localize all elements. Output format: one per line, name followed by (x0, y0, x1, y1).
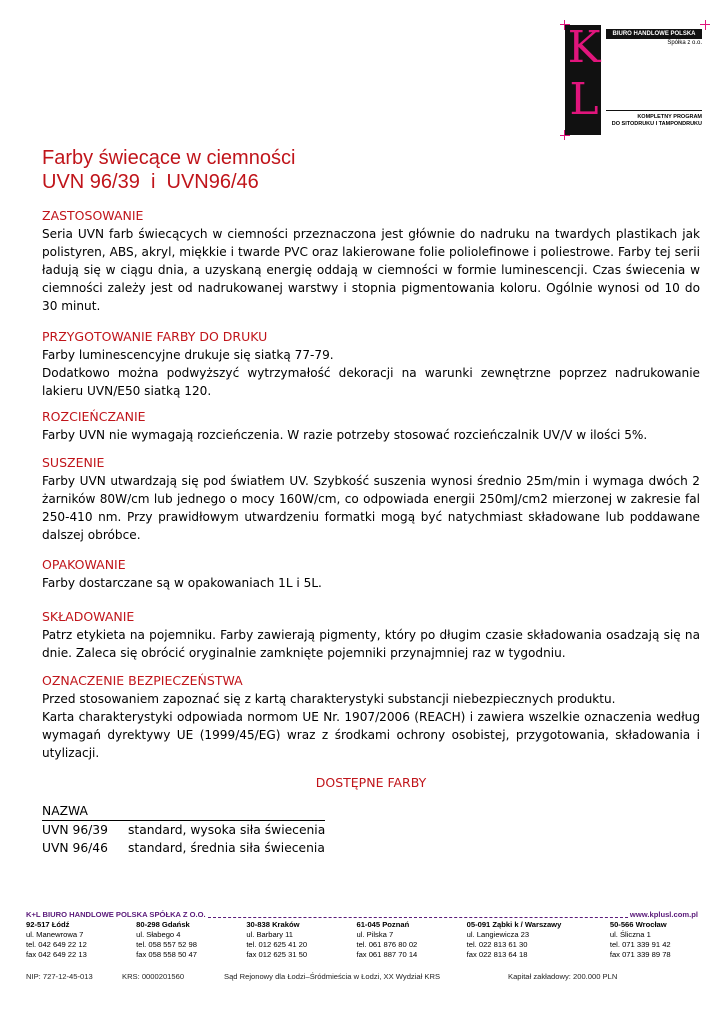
section-heading: ROZCIEŃCZANIE (42, 409, 146, 424)
logo-company-name: BIURO HANDLOWE POLSKA (606, 29, 702, 39)
office-tel: tel. 071 339 91 42 (609, 940, 671, 949)
section-heading: SKŁADOWANIE (42, 609, 135, 624)
section-heading: PRZYGOTOWANIE FARBY DO DRUKU (42, 329, 268, 344)
footer-krs: KRS: 0000201560 (122, 972, 185, 981)
office-street: ul. Manewrowa 7 (26, 930, 84, 939)
table-row (42, 839, 325, 857)
office-fax: fax 012 625 31 50 (246, 950, 308, 959)
logo-divider (606, 110, 702, 111)
column-header-name: NAZWA (42, 802, 325, 821)
product-description: standard, wysoka siła świecenia (128, 823, 326, 837)
product-description: standard, średnia siła świecenia (128, 841, 325, 855)
section-paragraph: Patrz etykieta na pojemniku. Farby zawierają pigmenty, który po długim czasie składowania osadzają się na dnie. Zaleca się obrócić oryginalnie zamknięte pojemniki przynajmniej raz w tygodniu. (42, 628, 700, 660)
section-heading: SUSZENIE (42, 455, 105, 470)
footer-website[interactable]: www.kplusl.com.pl (629, 910, 698, 919)
document-body (42, 207, 700, 857)
title-line-2: UVN 96/39 i UVN96/46 (42, 171, 259, 193)
office-fax: fax 042 649 22 13 (26, 950, 87, 959)
office-street: ul. Langiewicza 23 (466, 930, 530, 939)
office-street: ul. Słabego 4 (136, 930, 181, 939)
table-header-row (42, 802, 325, 821)
office-tel: tel. 012 625 41 20 (246, 940, 308, 949)
footer-divider (208, 912, 628, 918)
office-street: ul. Barbary 11 (246, 930, 294, 939)
footer-header (26, 910, 698, 920)
product-code: UVN 96/39 (42, 823, 108, 837)
section-paragraph: Farby UVN utwardzają się pod światłem UV. Szybkość suszenia wynosi średnio 25m/min i wymaga dwóch 2 żarników 80W/cm lub jednego o mocy 160W/cm, co odpowiada energii 250mJ/cm2 mierzonej w zakresie fal 250-410 nm. Przy prawidłowym utwardzeniu formatki mogą być natychmiast składowane lub poddawane dalszej obróbce. (42, 474, 700, 542)
footer-offices (26, 920, 698, 960)
section-opakowanie (42, 556, 700, 592)
section-zastosowanie (42, 207, 700, 315)
footer-company: K+L BIURO HANDLOWE POLSKA SPÓŁKA Z O.O. (26, 910, 206, 919)
office-zabki (467, 920, 610, 960)
logo-letters: K L (567, 22, 601, 125)
office-fax: fax 061 887 70 14 (356, 950, 418, 959)
product-code: UVN 96/46 (42, 841, 108, 855)
section-heading: OPAKOWANIE (42, 557, 126, 572)
section-paragraph: Przed stosowaniem zapoznać się z kartą charakterystyki substancji niebezpiecznych produktu. (42, 692, 616, 706)
available-table (42, 802, 325, 857)
footer-capital: Kapitał zakładowy: 200.000 PLN (508, 972, 618, 981)
title-line-1: Farby świecące w ciemności (42, 147, 296, 169)
section-paragraph: Farby dostarczane są w opakowaniach 1L i 5L. (42, 576, 322, 590)
section-heading: OZNACZENIE BEZPIECZEŃSTWA (42, 673, 243, 688)
section-skladowanie (42, 608, 700, 662)
logo-tagline-2: DO SITODRUKU I TAMPONDRUKU (611, 121, 702, 127)
office-fax: fax 022 813 64 18 (466, 950, 528, 959)
section-suszenie (42, 454, 700, 544)
footer-registration (26, 972, 698, 982)
logo-company-suffix: Spółka z o.o. (667, 40, 702, 46)
section-paragraph: Dodatkowo można podwyższyć wytrzymałość dekoracji na warunki zewnętrzne poprzez nadrukowanie lakieru UVN/E50 siatką 120. (42, 366, 700, 398)
office-krakow (246, 920, 356, 960)
available-heading: DOSTĘPNE FARBY (315, 775, 427, 790)
section-paragraph: Seria UVN farb świecących w ciemności przeznaczona jest głównie do nadruku na twardych plastikach jak polistyren, ABS, akryl, miękkie i twarde PVC oraz lakierowane folie poliolefinowe i poliestrowe. Farby tej serii ładują się w ciągu dnia, a uzyskaną energię oddają w ciemności w formie luminescencji. Czas świecenia w ciemności zależy jest od nadrukowanej warstwy i stopnia pigmentowania koloru. Ogólnie wynosi od 10 do 30 minut. (42, 227, 700, 313)
footer-nip: NIP: 727-12-45-013 (26, 972, 93, 981)
page-footer (26, 910, 698, 982)
office-fax: fax 071 339 89 78 (609, 950, 671, 959)
office-city: 05-091 Ząbki k / Warszawy (466, 920, 562, 929)
office-tel: tel. 042 649 22 12 (26, 940, 87, 949)
section-oznaczenie (42, 672, 700, 762)
office-city: 92-517 Łódź (26, 920, 70, 929)
section-paragraph: Farby luminescencyjne drukuje się siatką 77-79. (42, 348, 334, 362)
section-heading: ZASTOSOWANIE (42, 208, 144, 223)
table-row (42, 821, 325, 840)
office-street: ul. Śliczna 1 (609, 930, 651, 939)
office-gdansk (136, 920, 246, 960)
footer-court: Sąd Rejonowy dla Łodzi–Śródmieścia w Łodzi, XX Wydział KRS (224, 972, 441, 981)
logo-tagline (606, 114, 702, 128)
office-fax: fax 058 558 50 47 (136, 950, 197, 959)
office-lodz (26, 920, 136, 960)
office-street: ul. Pilska 7 (356, 930, 394, 939)
office-tel: tel. 022 813 61 30 (466, 940, 528, 949)
office-city: 50-566 Wrocław (609, 920, 667, 929)
office-city: 61-045 Poznań (356, 920, 410, 929)
office-city: 30-838 Kraków (246, 920, 300, 929)
section-paragraph: Farby UVN nie wymagają rozcieńczenia. W razie potrzeby stosować rozcieńczalnik UV/V w ilości 5%. (42, 428, 648, 442)
office-poznan (356, 920, 466, 960)
office-tel: tel. 058 557 52 98 (136, 940, 197, 949)
office-tel: tel. 061 876 80 02 (356, 940, 418, 949)
company-logo (560, 20, 710, 140)
logo-tagline-1: KOMPLETNY PROGRAM (637, 114, 702, 120)
office-city: 80-298 Gdańsk (136, 920, 190, 929)
section-rozcienczanie (42, 408, 700, 444)
page-title (42, 146, 295, 194)
section-paragraph: Karta charakterystyki odpowiada normom UE Nr. 1907/2006 (REACH) i zawiera wszelkie oznaczenia według wymagań dyrektywy UE (1999/45/EG) wraz z środkami ochrony osobistej, przygotowania, składowania i utylizacji. (42, 710, 700, 760)
section-przygotowanie (42, 328, 700, 400)
office-wroclaw (610, 920, 698, 960)
